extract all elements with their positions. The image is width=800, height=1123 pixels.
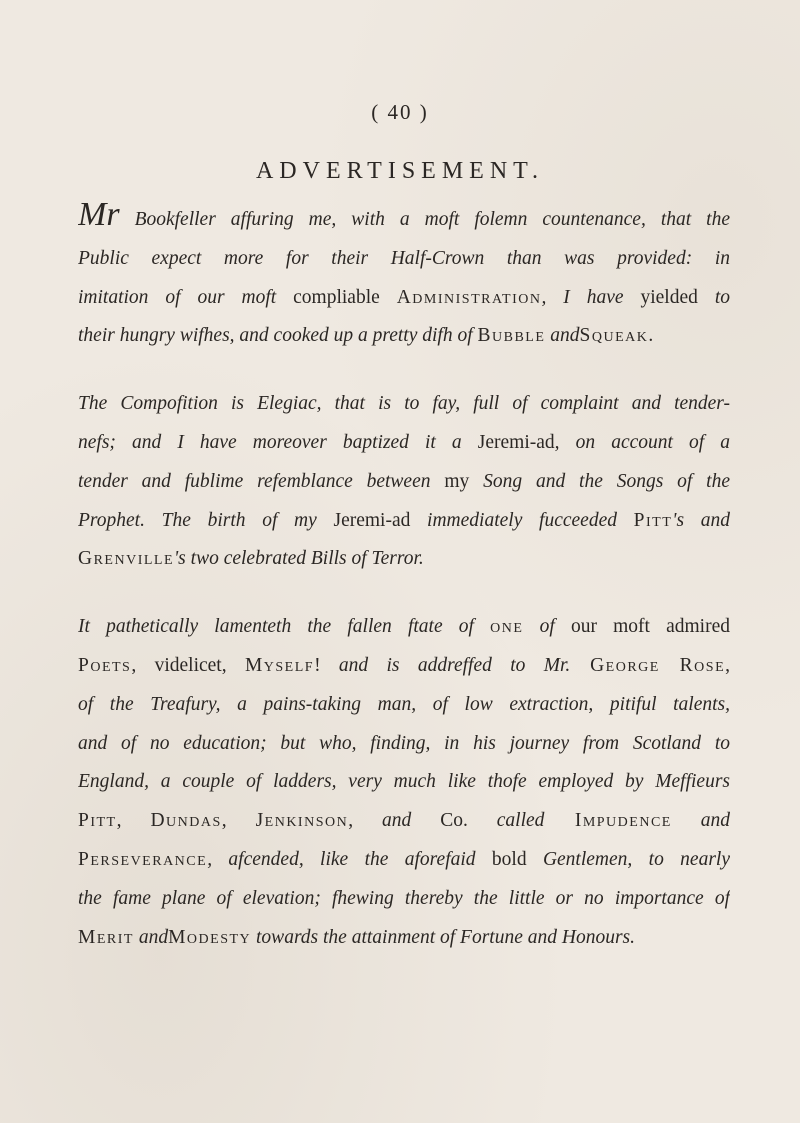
paragraph-3-line-2: Poets, videlicet, Myself! and is addreffed to Mr. George Rose,: [78, 654, 730, 676]
paragraph-3-line-4: and of no education; but who, finding, in his journey from Scotland to: [78, 732, 730, 754]
paragraph-2-line-1: The Compofition is Elegiac, that is to fay, full of complaint and tender-: [78, 393, 730, 415]
paragraph-1-line-4: their hungry wifhes, and cooked up a pretty difh of Bubble andSqueak.: [78, 325, 654, 347]
paragraph-3-line-6: Pitt, Dundas, Jenkinson, and Co. called Impudence and: [78, 810, 730, 832]
paragraph-2-line-5: Grenville's two celebrated Bills of Terror.: [78, 548, 424, 570]
paragraph-1: [78, 196, 730, 356]
paragraph-3-line-8: the fame plane of elevation; fhewing thereby the little or no importance of: [78, 887, 730, 909]
paragraph-2-line-4: Prophet. The birth of my Jeremi-ad immediately fucceeded Pitt's and: [78, 509, 730, 531]
paragraph-3: [78, 608, 730, 957]
paragraph-3-line-7: Perseverance, afcended, like the aforefaid bold Gentlemen, to nearly: [78, 848, 730, 870]
paragraph-3-line-1: It pathetically lamenteth the fallen ftate of one of our moft admired: [78, 616, 730, 638]
advertisement-body: [78, 196, 730, 957]
paragraph-1-line-2: Public expect more for their Half-Crown than was provided: in: [78, 247, 730, 269]
paragraph-3-line-9: Merit andModesty towards the attainment of Fortune and Honours.: [78, 926, 635, 948]
paragraph-3-line-3: of the Treafury, a pains-taking man, of low extraction, pitiful talents,: [78, 693, 730, 715]
page-title: ADVERTISEMENT.: [255, 158, 545, 184]
paragraph-2-line-2: nefs; and I have moreover baptized it a Jeremi-ad, on account of a: [78, 431, 730, 453]
paragraph-2-line-3: tender and fublime refemblance between my Song and the Songs of the: [78, 470, 730, 492]
paragraph-1-line-3: imitation of our moft compliable Administration, I have yielded to: [78, 286, 730, 308]
paragraph-1-line-1: Mr Bookfeller affuring me, with a moft folemn countenance, that the: [78, 196, 730, 233]
page-number: ( 40 ): [371, 100, 429, 124]
drop-capital: Mr: [78, 196, 120, 233]
paragraph-2: [78, 385, 730, 579]
paragraph-3-line-5: England, a couple of ladders, very much like thofe employed by Meffieurs: [78, 771, 730, 793]
